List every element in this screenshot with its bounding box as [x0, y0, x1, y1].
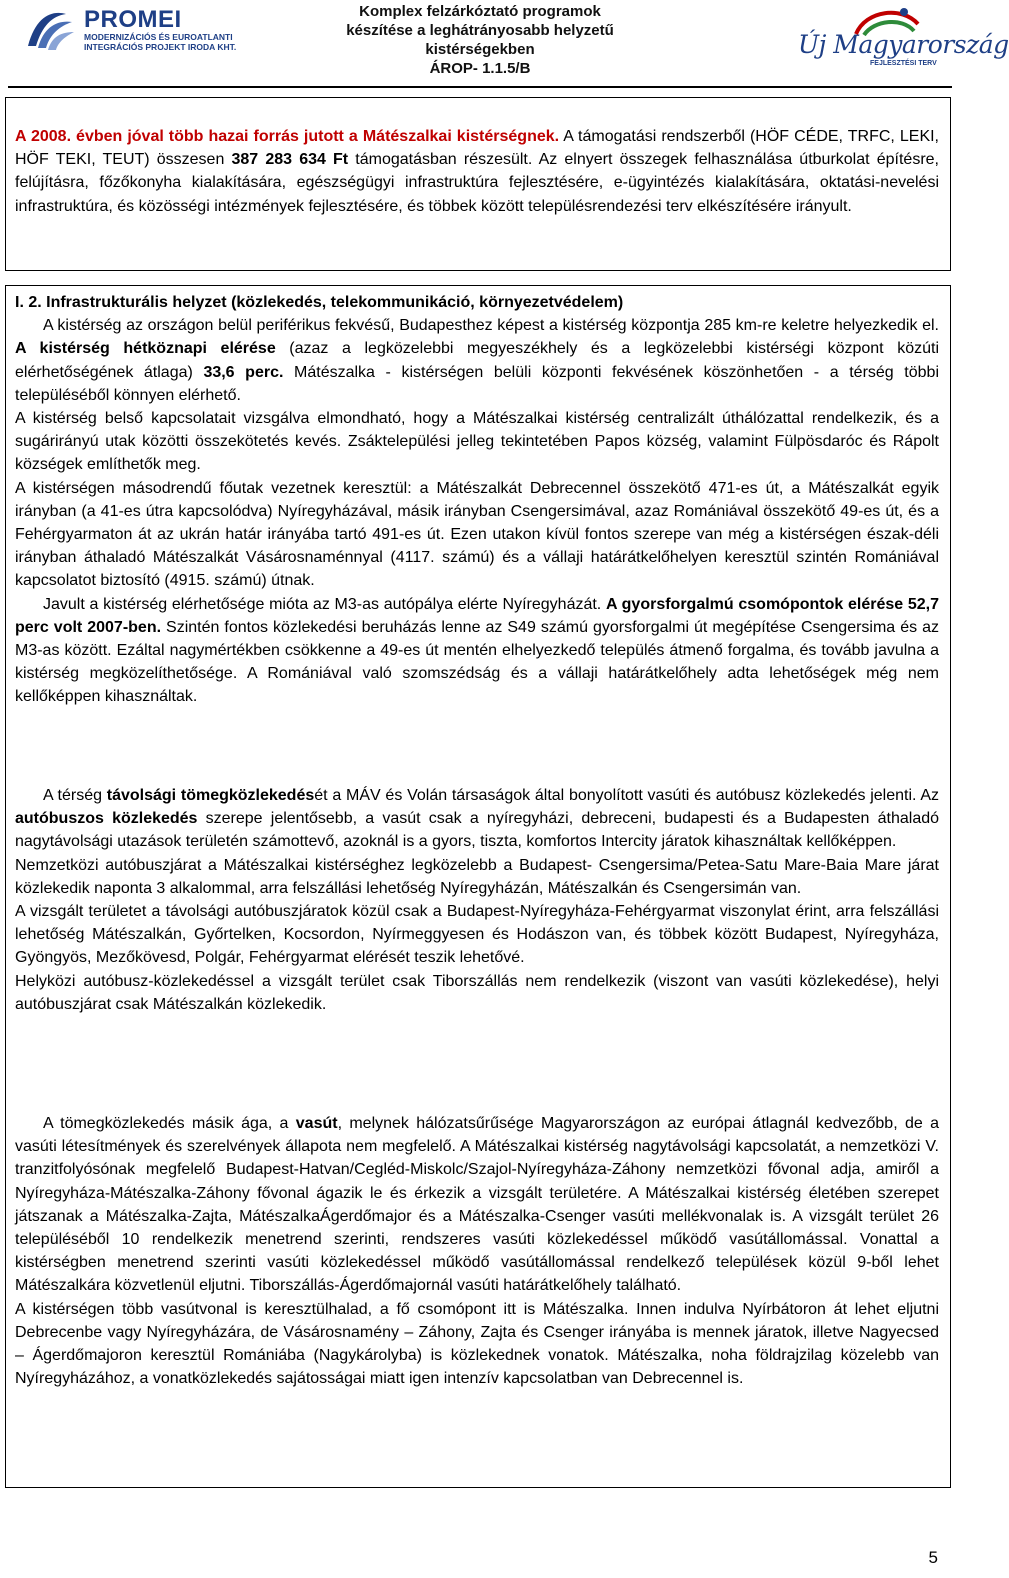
promei-name: PROMEI — [84, 6, 182, 33]
railway-text — [15, 1112, 939, 1390]
paragraph-international-bus: Nemzetközi autóbuszjárat a Mátészalkai kistérséghez legközelebb a Budapest- Csengersima/Petea-Satu Mare-Baia Mare járat közlekedik naponta 3 alkalommal, arra felszállási lehetőség Nyíregyházán, Mátészalkán és Csengersimán van. — [15, 856, 939, 897]
header-divider — [8, 86, 952, 88]
paragraph-railway: A tömegközlekedés másik ága, a vasút, melynek hálózatsűrűsége Magyarországon az európai átlagnál kedvezőbb, de a vasúti létesítmények és szerelvények állapota nem megfelelő. A Mátészalkai kistérség nagytávolsági kapcsolatát, a nemzetközi V. tranzitfolyósónak megfelelő Budapest-Hatvan/Cegléd-Miskolc/Szajol-Nyíregyháza-Záhony nemzetközi fővonal adja, amiről a Nyíregyháza-Mátészalka-Záhony fővonal ágazik le és érkezik a vizsgált területére. A Mátészalkai kistérség életében szerepet játszanak a Mátészalka-Zajta, MátészalkaÁgerdőmajor és a Mátészalka-Csenger vasúti mellékvonalak is. A vizsgált terület 26 településéből 10 rendelkezik menetrend szerinti, rendszeres vasúti közlekedéssel működő vasútállomással. Vonattal a kistérségben menetrend szerinti vasúti közlekedéssel működő vasútállomással rendelkező települések közül 9-ből lehet Mátészalkára közvetlenül eljutni. Tiborszállás-Ágerdőmajornál vasúti határátkelőhely található. — [15, 1115, 940, 1295]
uj-magyarorszag-logo — [790, 4, 1009, 76]
uj-magyarorszag-tagline: FEJLESZTÉSI TERV — [870, 60, 937, 67]
promei-subtitle: MODERNIZÁCIÓS ÉS EUROATLANTI INTEGRÁCIÓS PROJEKT IRODA KHT. — [84, 32, 237, 52]
promei-swirl-icon — [22, 6, 78, 54]
paragraph-local-bus: Helyközi autóbusz-közlekedéssel a vizsgált terület csak Tiborszállás nem rendelkezik (viszont van vasúti közlekedése), helyi autóbuszjárat csak Mátészalkán közlekedik. — [15, 972, 939, 1013]
paragraph-long-distance: A térség távolsági tömegközlekedését a MÁV és Volán társaságok által bonyolított vasúti és autóbusz közlekedés jelenti. Az autóbuszos közlekedés szerepe jelentősebb, a vasút csak a nyíregyházi, debreceni, budapesti és a Budapesten áthaladó nagytávolsági utazások területén számottevő, azoknál is a gyors, tiszta, komfortos Intercity járatok kihasználtak kellőképpen. — [15, 787, 940, 851]
paragraph-internal-connections: A kistérség belső kapcsolatait vizsgálva elmondható, hogy a Mátészalkai kistérség centralizált úthálózattal rendelkezik, és a sugárirányú utak közötti összekötetés kevés. Zsáktelepülési jelleg tekintetében Papos község, valamint Fülpösdaróc és Rápolt községek említhetők meg. — [15, 410, 939, 474]
page-number: 5 — [928, 1548, 938, 1567]
uj-magyarorszag-name: Új Magyarország — [798, 30, 1009, 59]
infrastructure-section-text — [15, 291, 939, 709]
paragraph-long-distance-bus: A vizsgált területet a távolsági autóbuszjáratok közül csak a Budapest-Nyíregyháza-Fehérgyarmat viszonylat érint, arra felszállási lehetőség Mátészalkán, Győrtelken, Kocsordon, Nyírmeggyesen és Hodászon van, és többek között Budapest, Nyíregyháza, Gyöngyös, Mezőkövesd, Polgár, Fehérgyarmat elérését teszik lehetővé. — [15, 903, 939, 967]
promei-logo — [22, 6, 252, 52]
funding-summary-paragraph: A 2008. évben jóval több hazai forrás jutott a Mátészalkai kistérségnek. A támogatási rendszerből (HÖF CÉDE, TRFC, LEKI, HÖF TEKI, TEUT) összesen 387 283 634 Ft támogatásban részesült. Az elnyert összegek felhasználása útburkolat építésre, felújításra, főzőkonyha kialakítására, egészségügyi infrastruktúra fejlesztésére, e-ügyintézés kialakítására, oktatási-nevelési infrastruktúra, és közösségi intézmények fejlesztésére, és többek között településrendezési terv elkészítésére irányult. — [15, 128, 940, 215]
public-transport-text — [15, 784, 939, 1016]
paragraph-rail-lines: A kistérségen több vasútvonal is keresztülhalad, a fő csomópont itt is Mátészalka. Innen indulva Nyírbátoron át lehet eljutni Debrecenbe vagy Nyíregyházára, de Vásárosnamény – Záhony, Zajta és Csenger irányába is mennek járatok, illetve Nagyecsed – Ágerdőmajoron keresztül Romániába (Nagykárolyba) is közlekednek vonatok. Mátészalka, noha földrajzilag közelebb van Nyíregyházához, a vonatközlekedés sajátosságai miatt igen intenzív kapcsolatban van Debrecennel is. — [15, 1300, 939, 1388]
section-heading: I. 2. Infrastrukturális helyzet (közlekedés, telekommunikáció, környezetvédelem) — [15, 294, 624, 311]
paragraph-accessibility: A kistérség az országon belül periférikus fekvésű, Budapesthez képest a kistérség központja 285 km-re keletre helyezkedik el. A kistérség hétköznapi elérése (azaz a legközelebbi megyeszékhely és a legközelebbi kistérségi központ közúti elérhetőségének átlaga) 33,6 perc. Mátészalka - kistérségen belüli központi fekvésének köszönhetően - a térség többi településéből könnyen elérhető. — [15, 317, 939, 404]
program-title: Komplex felzárkóztató programok készítése a leghátrányosabb helyzetű kistérségekben ÁROP- 1.1.5/B — [346, 3, 614, 77]
paragraph-main-roads: A kistérségen másodrendű főutak vezetnek keresztül: a Mátészalkát Debrecennel összekötő 471-es út, a Mátészalkát egyik irányban (a 41-es útra kapcsolódva) Nyíregyházával, másik irányban Csengersimával, azaz Romániával összekötő 49-es út, és a Fehérgyarmaton át az ukrán határ irányába tartó 491-es út. Ezen utakon kívül fontos szerepe van még a kistérségen észak-déli irányban áthaladó Mátészalkát Vásárosnaménnyal (4117. számú) és a vállaji határátkelőhelyen keresztül szintén Romániával kapcsolatot biztosító (4915. számú) útnak. — [15, 479, 939, 590]
paragraph-motorway: Javult a kistérség elérhetősége mióta az M3-as autópálya elérte Nyíregyházát. A gyorsforgalmú csomópontok elérése 52,7 perc volt 2007-ben. Szintén fontos közlekedési beruházás lenne az S49 számú gyorsforgalmi út megépítése Csengersima és az M3-as között. Ezáltal nagymértékben csökkenne a 49-es út mentén elhelyezkedő település átmenő forgalma, és tovább javulna a kistérség megközelíthetősége. A Romániával való szomszédság és a vállaji határátkelőhely adta lehetőségek még nem kellőképpen kihasználtak. — [15, 595, 940, 706]
page-header — [0, 0, 1009, 86]
